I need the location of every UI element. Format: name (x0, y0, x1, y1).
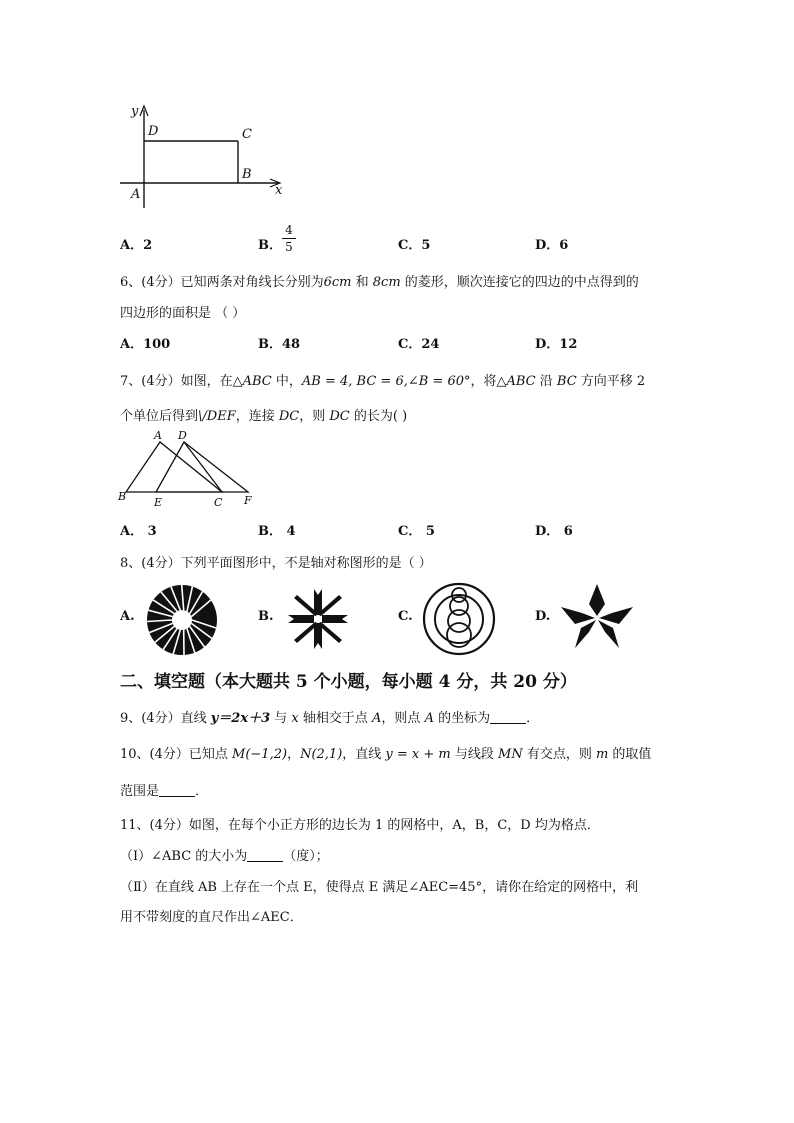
q6-option-a[interactable]: A．100 (120, 337, 171, 352)
q10-text-suffix: 的取值 (608, 747, 652, 762)
q7-option-c[interactable]: C． 5 (398, 524, 435, 539)
q8-figure-b-star-icon (283, 584, 353, 654)
q6-measure-8cm: 8cm (372, 275, 401, 290)
fraction-denominator: 5 (282, 238, 296, 255)
q7-line2-suffix: 的长为( ) (349, 409, 408, 424)
q6-measure-6cm: 6cm (323, 275, 352, 290)
q6-question-line2: 四边形的面积是 （ ） (120, 306, 246, 321)
q8-figure-a-spiral-icon (146, 584, 218, 656)
q7-line2-mid: ，连接 (235, 409, 279, 424)
q6-option-d[interactable]: D．12 (535, 337, 578, 352)
q9-text-prefix: 9、(4分）直线 (120, 711, 211, 726)
q7-segment-dc-2: DC (329, 409, 350, 424)
q7-text-along: 沿 (535, 374, 557, 389)
q8-figure-d-pentagon-star-icon (558, 582, 636, 654)
q10-text-prefix: 10、(4分）已知点 (120, 747, 233, 762)
q9-equation: y＝2x＋3 (210, 711, 271, 726)
q10-text-end: ． (195, 784, 209, 799)
q10-text-mid: ，直线 (342, 747, 386, 762)
q10-line-equation: y = x + m (385, 747, 451, 762)
point-b-label: B (242, 167, 252, 182)
q7-text-after: ，将△ (470, 374, 507, 389)
q8-option-a[interactable]: A. (120, 609, 135, 624)
q7-point-b: B (118, 490, 127, 503)
q10-m-var: m (595, 747, 609, 762)
q10-point-n: N(2,1) (300, 747, 343, 762)
q11-answer-blank[interactable] (247, 849, 283, 862)
q7-point-a: A (154, 429, 162, 442)
q11-part1-prefix: （Ⅰ）∠ABC 的大小为 (120, 849, 248, 864)
q7-text-prefix: 7、(4分）如图，在△ (120, 374, 243, 389)
q10-segment-mn: MN (498, 747, 523, 762)
q10-question-line2 (120, 780, 208, 799)
q11-part2-line1: （Ⅱ）在直线 AB 上存在一个点 E，使得点 E 满足∠AEC=45°，请你在给定的网格中，利 (120, 880, 639, 895)
q7-option-b[interactable]: B． 4 (258, 524, 296, 539)
q6-text-suffix: 的菱形，顺次连接它的四边的中点得到的 (400, 275, 639, 290)
q7-given-values: AB = 4, BC = 6,∠B = 60° (301, 374, 471, 389)
q7-triangle-abc-2: ABC (506, 374, 536, 389)
q7-line2-prefix: 个单位后得到 (120, 409, 199, 424)
point-a-label: A (131, 187, 141, 202)
q10-text-mid2: 与线段 (450, 747, 499, 762)
q5-option-d[interactable]: D．6 (535, 238, 569, 253)
fraction-numerator: 4 (285, 223, 293, 237)
q7-text-mid: 中， (271, 374, 302, 389)
q10-point-m: M(−1,2) (232, 747, 288, 762)
q7-point-c: C (214, 496, 223, 509)
q7-segment-bc: BC (556, 374, 577, 389)
q11-part1-suffix: （度）； (283, 849, 329, 864)
q9-text-mid3: ，则点 (381, 711, 425, 726)
point-d-label: D (148, 124, 159, 139)
q7-triangles-figure (0, 0, 794, 520)
q8-question: 8、(4分）下列平面图形中，不是轴对称图形的是（ ） (120, 556, 432, 571)
q8-figure-c-circles-icon (422, 582, 496, 656)
q9-text-mid2: 轴相交于点 (298, 711, 373, 726)
q10-comma: ， (287, 747, 301, 762)
q9-x-var: x (291, 711, 299, 726)
q8-option-b[interactable]: B. (258, 609, 274, 624)
q8-option-d[interactable]: D. (535, 609, 551, 624)
q7-point-d: D (178, 429, 187, 442)
q5-option-a[interactable]: A．2 (120, 238, 153, 253)
q8-option-c[interactable]: C. (398, 609, 413, 624)
q6-option-b[interactable]: B．48 (258, 337, 301, 352)
q9-point-a-2: A (424, 711, 434, 726)
q7-option-a[interactable]: A． 3 (120, 524, 157, 539)
q7-option-d[interactable]: D． 6 (535, 524, 573, 539)
x-axis-label: x (275, 183, 283, 198)
q10-text-mid3: 有交点，则 (522, 747, 596, 762)
q10-answer-blank[interactable] (159, 784, 195, 797)
q6-text-mid: 和 (351, 275, 373, 290)
point-c-label: C (242, 127, 252, 142)
q10-question-line1 (120, 743, 651, 762)
y-axis-label: y (131, 104, 139, 119)
q11-part2-line2: 用不带刻度的直尺作出∠AEC． (120, 910, 303, 925)
q9-question (120, 707, 539, 726)
q6-text-prefix: 6、(4分）已知两条对角线长分别为 (120, 275, 324, 290)
q10-line2-text: 范围是 (120, 784, 160, 799)
q7-line2-mid2: ，则 (299, 409, 330, 424)
q9-text-end: ． (526, 711, 540, 726)
q5-option-b-prefix[interactable]: B． (258, 238, 282, 253)
q11-question: 11、(4分）如图，在每个小正方形的边长为 1 的网格中，A，B，C，D 均为格点． (120, 818, 600, 833)
q7-point-e: E (154, 496, 163, 509)
q7-triangle-def: \/DEF (198, 409, 236, 424)
section-two-title: 二、填空题（本大题共 5 个小题，每小题 4 分，共 20 分） (120, 672, 577, 692)
q9-point-a: A (372, 711, 382, 726)
q7-text-suffix: 方向平移 2 (576, 374, 646, 389)
q9-text-suffix: 的坐标为 (433, 711, 491, 726)
q11-part1 (120, 845, 329, 864)
q7-triangle-abc: ABC (242, 374, 272, 389)
q7-point-f: F (244, 494, 252, 507)
q9-answer-blank[interactable] (490, 711, 526, 724)
triangle-abc (126, 442, 222, 492)
q5-option-c[interactable]: C．5 (398, 238, 431, 253)
q6-option-c[interactable]: C．24 (398, 337, 440, 352)
q9-text-mid: 与 (270, 711, 292, 726)
q7-segment-dc: DC (278, 409, 300, 424)
